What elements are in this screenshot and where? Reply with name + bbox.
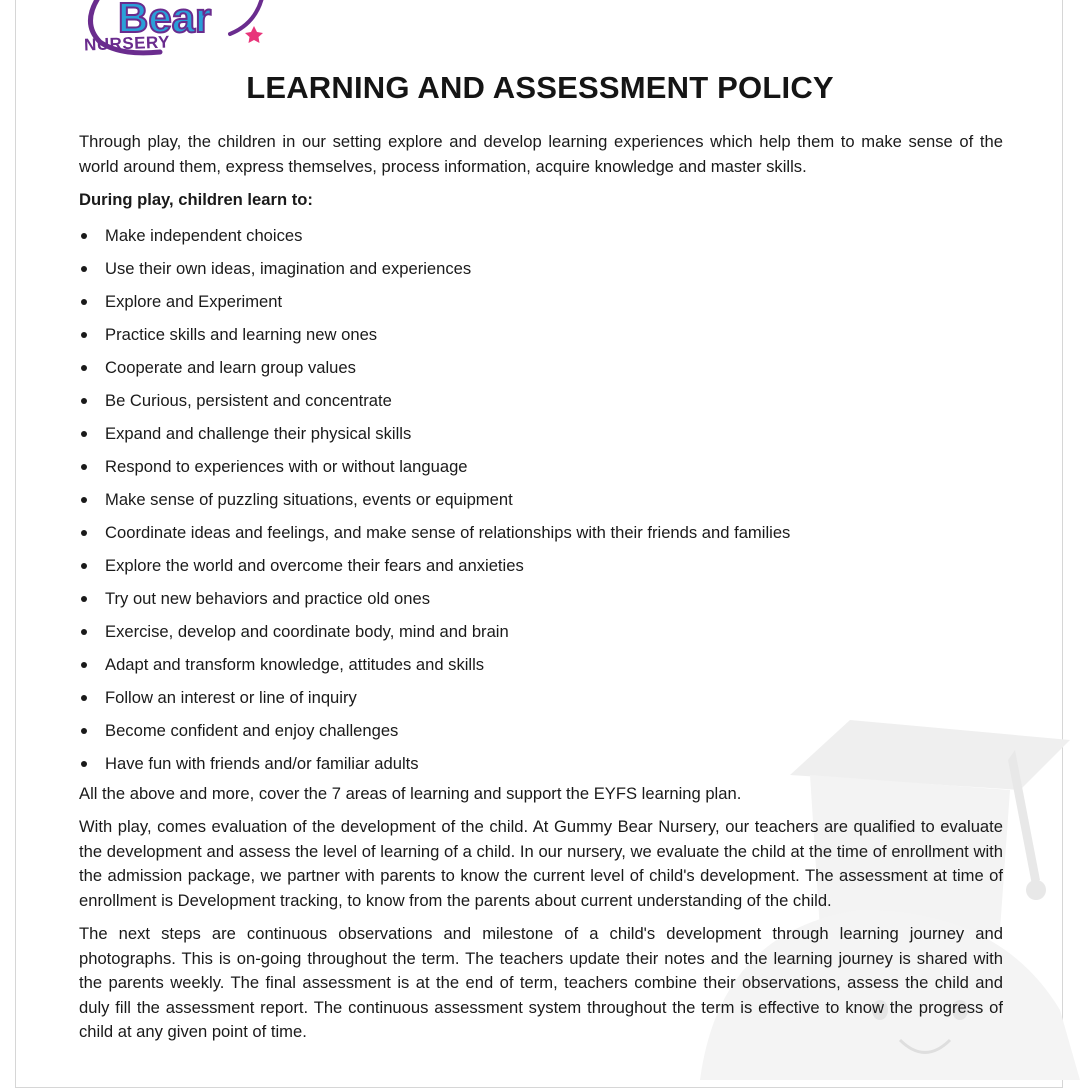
- bullet-icon: [81, 365, 87, 371]
- policy-body: [79, 130, 1003, 1054]
- list-item: Respond to experiences with or without language: [79, 450, 1003, 483]
- list-item: Expand and challenge their physical skills: [79, 417, 1003, 450]
- list-item: Make independent choices: [79, 219, 1003, 252]
- list-item: Cooperate and learn group values: [79, 351, 1003, 384]
- logo-swoosh-icon: [80, 0, 280, 66]
- list-item: Practice skills and learning new ones: [79, 318, 1003, 351]
- bullet-icon: [81, 761, 87, 767]
- list-item: Coordinate ideas and feelings, and make sense of relationships with their friends and families: [79, 516, 1003, 549]
- bullet-icon: [81, 662, 87, 668]
- list-item: Explore and Experiment: [79, 285, 1003, 318]
- list-item: Follow an interest or line of inquiry: [79, 681, 1003, 714]
- list-item: Explore the world and overcome their fears and anxieties: [79, 549, 1003, 582]
- evaluation-paragraph: With play, comes evaluation of the development of the child. At Gummy Bear Nursery, our teachers are qualified to evaluate the development and assess the level of learning of a child. In our nursery, we evaluate the child at the time of enrollment with the admission package, we partner with parents to know the current level of child's development. The assessment at time of enrollment is Development tracking, to know from the parents about current understanding of the child.: [79, 817, 1003, 910]
- list-item: Try out new behaviors and practice old ones: [79, 582, 1003, 615]
- intro-paragraph: Through play, the children in our setting explore and develop learning experiences which help them to make sense of the world around them, express themselves, process information, acquire knowledge and master skills.: [79, 132, 1003, 176]
- bullet-icon: [81, 530, 87, 536]
- bullet-icon: [81, 266, 87, 272]
- bullet-icon: [81, 629, 87, 635]
- list-item: Have fun with friends and/or familiar adults: [79, 747, 1003, 780]
- list-item: Be Curious, persistent and concentrate: [79, 384, 1003, 417]
- list-item: Exercise, develop and coordinate body, mind and brain: [79, 615, 1003, 648]
- bullet-icon: [81, 596, 87, 602]
- summary-paragraph: All the above and more, cover the 7 areas of learning and support the EYFS learning plan.: [79, 783, 742, 803]
- bullet-icon: [81, 431, 87, 437]
- bullet-icon: [81, 497, 87, 503]
- list-item: Make sense of puzzling situations, events or equipment: [79, 483, 1003, 516]
- list-item: Use their own ideas, imagination and experiences: [79, 252, 1003, 285]
- bullet-icon: [81, 464, 87, 470]
- svg-text:Bear: Bear: [118, 0, 212, 41]
- learning-list: [79, 219, 1003, 780]
- list-item: Adapt and transform knowledge, attitudes and skills: [79, 648, 1003, 681]
- bullet-icon: [81, 695, 87, 701]
- bullet-icon: [81, 563, 87, 569]
- logo-subtitle: NURSERY: [83, 32, 171, 55]
- next-steps-paragraph: The next steps are continuous observations and milestone of a child's development through learning journey and photographs. This is on-going throughout the term. The teachers update their notes and the learning journey is shared with the parents weekly. The final assessment is at the end of term, teachers combine their observations, assess the child and duly fill the assessment report. The continuous assessment system throughout the term is effective to know the progress of child at any given point of time.: [79, 924, 1003, 1041]
- bullet-icon: [81, 233, 87, 239]
- bullet-icon: [81, 728, 87, 734]
- bullet-icon: [81, 299, 87, 305]
- list-item: Become confident and enjoy challenges: [79, 714, 1003, 747]
- list-heading: During play, children learn to:: [79, 190, 313, 209]
- bullet-icon: [81, 332, 87, 338]
- page-title: LEARNING AND ASSESSMENT POLICY: [246, 70, 834, 105]
- bullet-icon: [81, 398, 87, 404]
